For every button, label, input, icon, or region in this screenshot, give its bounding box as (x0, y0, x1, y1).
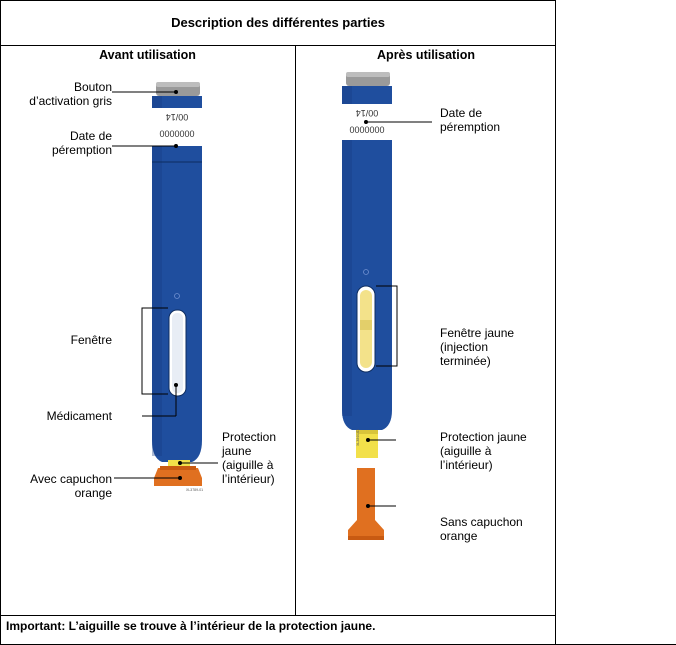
column-heading-before: Avant utilisation (99, 48, 196, 62)
pen-date-top-after: 00/14 (355, 108, 379, 118)
label-no-cap: Sans capuchon orange (440, 515, 523, 543)
svg-text:XL3789-01: XL3789-01 (186, 488, 204, 492)
label-window-before: Fenêtre (70, 333, 112, 347)
orange-cap-removed (357, 468, 375, 520)
label-expiry-after: Date de péremption (440, 106, 501, 134)
label-shield-after: Protection jaune (aiguille à l’intérieur) (440, 430, 527, 472)
pen-date-bottom-after: 0000000 (349, 125, 385, 135)
label-medicine: Médicament (46, 409, 112, 423)
pen-date-bottom-before: 0000000 (159, 129, 195, 139)
label-shield-before: Protection jaune (aiguille à l’intérieur) (222, 430, 277, 486)
label-activation-button: Bouton d’activation gris (29, 80, 112, 108)
footer-note: Important: L’aiguille se trouve à l’intérieur de la protection jaune. (6, 619, 376, 633)
pen-date-top-before: 00/14 (165, 112, 189, 122)
svg-text:XL3840-01: XL3840-01 (356, 428, 360, 446)
label-window-after: Fenêtre jaune (injection terminée) (440, 326, 515, 368)
table-title: Description des différentes parties (171, 15, 385, 30)
column-heading-after: Après utilisation (377, 48, 475, 62)
label-orange-cap: Avec capuchon orange (30, 472, 112, 500)
label-expiry-before: Date de péremption (51, 129, 112, 157)
